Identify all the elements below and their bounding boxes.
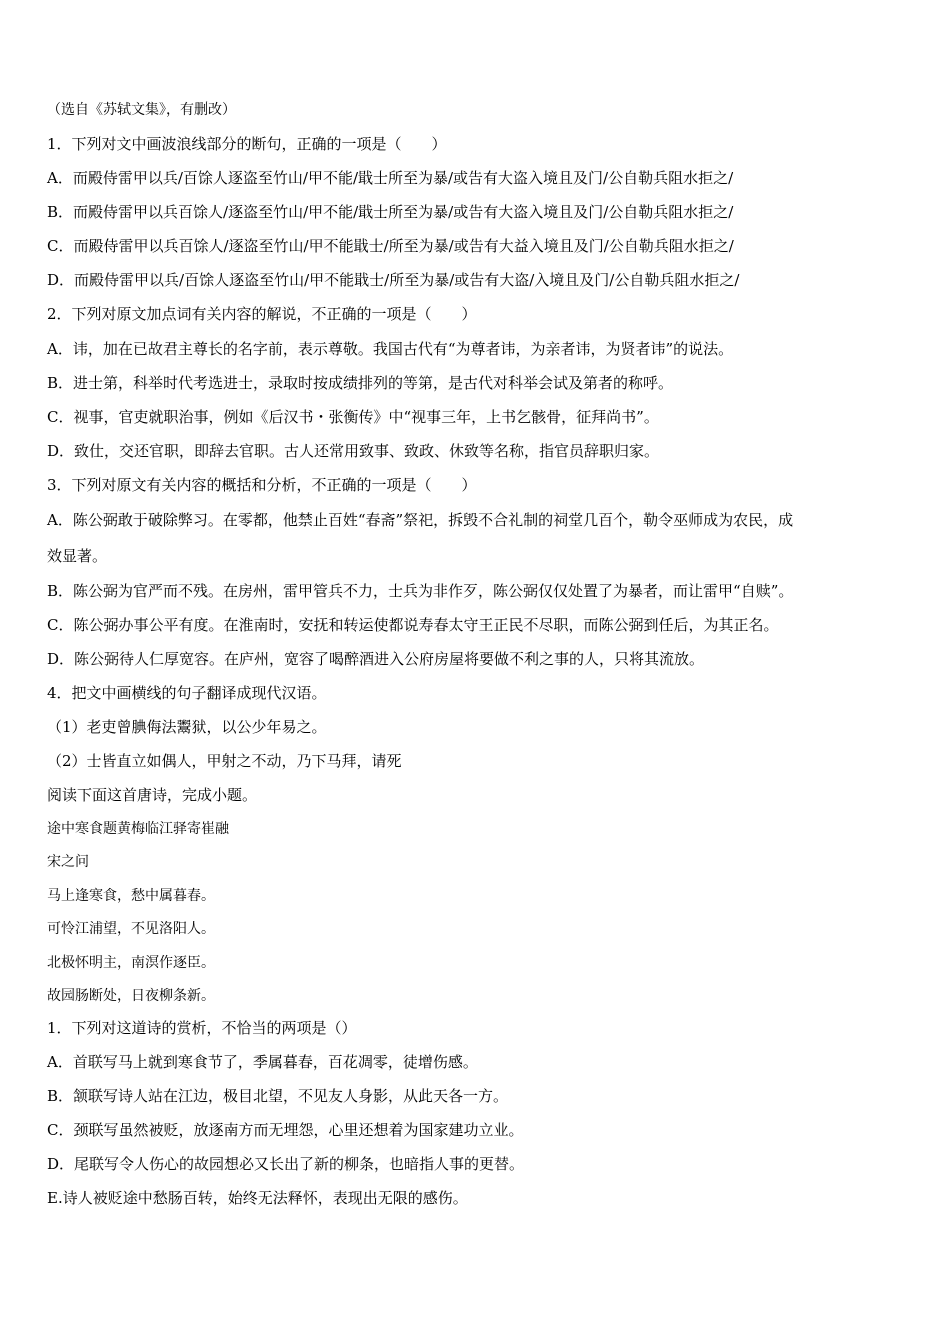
poem-line-4: 故园肠断处，日夜柳条新。: [47, 988, 215, 1004]
poem-question-1-option-e: E.诗人被贬途中愁肠百转，始终无法释怀，表现出无限的感伤。: [47, 1189, 468, 1207]
question-1-option-b: B．而殿侍雷甲以兵百馀人/逐盗至竹山/甲不能/戢士所至为暴/或告有大盗入境且及门/公自勒兵阻水拒之/: [47, 203, 734, 221]
question-3-option-b: B．陈公弼为官严而不残。在房州，雷甲管兵不力，士兵为非作歹，陈公弼仅仅处置了为暴者，而让雷甲“自赎”。: [47, 582, 794, 600]
question-2-stem: 2．下列对原文加点词有关内容的解说，不正确的一项是（ ）: [47, 305, 477, 323]
question-4-item-2: （2）士皆直立如偶人，甲射之不动，乃下马拜，请死: [47, 752, 402, 770]
question-3-option-d: D．陈公弼待人仁厚宽容。在庐州，宽容了喝醉酒进入公府房屋将要做不利之事的人，只将其流放。: [47, 650, 705, 668]
poem-title: 途中寒食题黄梅临江驿寄崔融: [47, 821, 229, 837]
question-1-option-c: C．而殿侍雷甲以兵百馀人/逐盗至竹山/甲不能戢士/所至为暴/或告有大益入境且及门/公自勒兵阻水拒之/: [47, 237, 734, 255]
poem-line-2: 可怜江浦望，不见洛阳人。: [47, 921, 215, 937]
poem-question-1-option-a: A．首联写马上就到寒食节了，季属暮春，百花凋零，徒增伤感。: [47, 1053, 478, 1071]
question-2-option-d: D．致仕，交还官职，即辞去官职。古人还常用致事、致政、休致等名称，指官员辞职归家。: [47, 442, 660, 460]
question-3-option-c: C．陈公弼办事公平有度。在淮南时，安抚和转运使都说寿春太守王正民不尽职，而陈公弼到任后，为其正名。: [47, 616, 779, 634]
poem-line-1: 马上逢寒食，愁中属暮春。: [47, 888, 215, 904]
poem-question-1-option-b: B．颔联写诗人站在江边，极目北望，不见友人身影，从此天各一方。: [47, 1087, 509, 1105]
question-4-item-1: （1）老吏曾腆侮法鬻狱，以公少年易之。: [47, 718, 327, 736]
question-3-option-a-continued: 效显著。: [47, 547, 108, 565]
source-note: （选自《苏轼文集》，有删改）: [47, 102, 236, 118]
poem-intro: 阅读下面这首唐诗，完成小题。: [47, 786, 258, 804]
poem-author: 宋之问: [47, 854, 89, 870]
question-4-stem: 4．把文中画横线的句子翻译成现代汉语。: [47, 684, 327, 702]
question-3-stem: 3．下列对原文有关内容的概括和分析，不正确的一项是（ ）: [47, 476, 477, 494]
poem-question-1-option-c: C．颈联写虽然被贬，放逐南方而无埋怨，心里还想着为国家建功立业。: [47, 1121, 524, 1139]
question-2-option-a: A．讳，加在已故君主尊长的名字前，表示尊敬。我国古代有“为尊者讳，为亲者讳，为贤者讳”的说法。: [47, 340, 734, 358]
poem-question-1-option-d: D．尾联写令人伤心的故园想必又长出了新的柳条，也暗指人事的更替。: [47, 1155, 525, 1173]
question-2-option-c: C．视事，官吏就职治事，例如《后汉书・张衡传》中“视事三年，上书乞骸骨，征拜尚书”。: [47, 408, 659, 426]
poem-question-1-stem: 1．下列对这道诗的赏析，不恰当的两项是（）: [47, 1019, 357, 1037]
question-1-option-d: D．而殿侍雷甲以兵/百馀人逐盗至竹山/甲不能戢士/所至为暴/或告有大盗/入境且及门/公自勒兵阻水拒之/: [47, 271, 740, 289]
question-1-option-a: A．而殿侍雷甲以兵/百馀人逐盗至竹山/甲不能/戢士所至为暴/或告有大盗入境且及门/公自勒兵阻水拒之/: [47, 169, 734, 187]
question-2-option-b: B．进士第，科举时代考选进士，录取时按成绩排列的等第，是古代对科举会试及第者的称呼。: [47, 374, 674, 392]
poem-line-3: 北极怀明主，南溟作逐臣。: [47, 955, 215, 971]
question-1-stem: 1．下列对文中画波浪线部分的断句，正确的一项是（ ）: [47, 135, 447, 153]
question-3-option-a: A．陈公弼敢于破除弊习。在零都，他禁止百姓“春斋”祭祀，拆毁不合礼制的祠堂几百个，勒令巫师成为农民，成: [47, 511, 794, 529]
